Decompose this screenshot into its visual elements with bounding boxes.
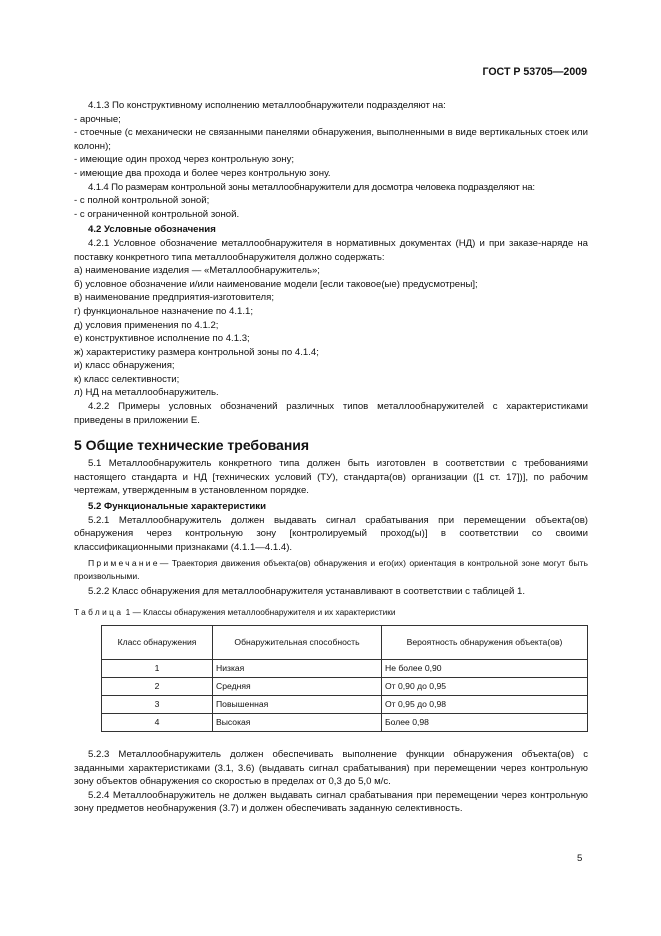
table-caption-text: 1 — Классы обнаружения металлообнаружителя и их характеристики — [125, 607, 396, 618]
table-cell: 2 — [102, 678, 213, 696]
list-item: - стоечные (с механически не связанными панелями обнаружения, выполненными в виде вертикальных стоек или колонн); — [74, 127, 588, 152]
table-cell: 1 — [102, 660, 213, 678]
paragraph-5-2-2: 5.2.2 Класс обнаружения для металлообнаружителя устанавливают в соответствии с таблицей 1. — [88, 585, 525, 597]
list-item: е) конструктивное исполнение по 4.1.3; — [74, 333, 250, 345]
list-item: - с полной контрольной зоной; — [74, 195, 210, 207]
table-cell: Средняя — [213, 678, 382, 696]
table-caption — [74, 606, 588, 620]
document-body — [74, 99, 588, 816]
table-cell: Повышенная — [213, 696, 382, 714]
section-5-title: 5 Общие технические требования — [74, 437, 310, 454]
page-number: 5 — [577, 853, 583, 864]
table-cell: Более 0,98 — [382, 714, 588, 732]
column-header: Обнаружительная способность — [213, 626, 382, 660]
heading-4-2: 4.2 Условные обозначения — [88, 224, 216, 236]
list-item: б) условное обозначение и/или наименование модели [если таковое(ые) предусмотрены]; — [74, 278, 478, 290]
list-item: - имеющие два прохода и более через контрольную зону. — [74, 167, 331, 179]
list-item: - имеющие один проход через контрольную зону; — [74, 154, 295, 166]
paragraph-4-2-1: 4.2.1 Условное обозначение металлообнаружителя в нормативных документах (НД) и при заказе-наряде на поставку конкретного типа металлообнаружителя должно содержать: — [74, 237, 588, 263]
list-item: д) условия применения по 4.1.2; — [74, 319, 219, 331]
list-item: и) класс обнаружения; — [74, 360, 175, 372]
list-item: а) наименование изделия — «Металлообнаружитель»; — [74, 265, 320, 277]
note — [74, 557, 588, 581]
table-header-row — [102, 626, 588, 660]
table-row — [102, 660, 588, 678]
table-caption-label: Таблица — [74, 607, 124, 618]
list-item: - арочные; — [74, 113, 121, 125]
list-item: ж) характеристику размера контрольной зоны по 4.1.4; — [74, 346, 319, 358]
paragraph-4-2-2: 4.2.2 Примеры условных обозначений различных типов металлообнаружителей с характеристиками приведены в приложении Е. — [74, 401, 588, 426]
paragraph-5-2-3: 5.2.3 Металлообнаружитель должен обеспечивать выполнение функции обнаружения объекта(ов) с заданными характеристиками (3.1, 3.6) (выдавать сигнал срабатывания) при перемещении через контрольную зону объектов обнаружения со скоростью в пределах от 0,3 до 5,0 м/с. — [74, 749, 588, 788]
list-item: в) наименование предприятия-изготовителя; — [74, 292, 274, 304]
paragraph-4-1-4: 4.1.4 По размерам контрольной зоны металлообнаружители для досмотра человека подразделяют на: — [88, 181, 535, 193]
table-cell: Низкая — [213, 660, 382, 678]
note-text: — Траектория движения объекта(ов) обнаружения и его(их) ориентация в контрольной зоне могут быть произвольными. — [74, 558, 588, 581]
paragraph-5-1: 5.1 Металлообнаружитель конкретного типа должен быть изготовлен в соответствии с требованиями настоящего стандарта и НД [технических условий (ТУ), стандарта(ов) организации ([1 ст. 17])], по рабочим чертежам, утвержденным в установленном порядке. — [74, 458, 588, 497]
list-item: к) класс селективности; — [74, 373, 180, 385]
column-header: Вероятность обнаружения объекта(ов) — [382, 626, 588, 660]
list-item: г) функциональное назначение по 4.1.1; — [74, 305, 254, 317]
table-cell: Высокая — [213, 714, 382, 732]
detection-class-table — [101, 625, 588, 732]
note-label: Примечание — [88, 558, 160, 569]
paragraph-5-2-1: 5.2.1 Металлообнаружитель должен выдавать сигнал срабатывания при перемещении объекта(ов) обнаружения через контрольную зону [контролируемый проход(ы)] в соответствии со своими классификационными признаками (4.1.1—4.1.4). — [74, 514, 588, 553]
list-item: - с ограниченной контрольной зоной. — [74, 208, 240, 220]
table-row — [102, 678, 588, 696]
list-4-2-1 — [74, 264, 588, 400]
heading-5-2: 5.2 Функциональные характеристики — [88, 501, 266, 513]
column-header: Класс обнаружения — [102, 626, 213, 660]
table-cell: От 0,95 до 0,98 — [382, 696, 588, 714]
table-row — [102, 714, 588, 732]
table-row — [102, 696, 588, 714]
paragraph-5-2-4: 5.2.4 Металлообнаружитель не должен выдавать сигнал срабатывания при перемещении через контрольную зону предметов необнаружения (3.7) и должен обеспечивать заданную селективность. — [74, 789, 588, 815]
table-cell: Не более 0,90 — [382, 660, 588, 678]
table-cell: От 0,90 до 0,95 — [382, 678, 588, 696]
document-header: ГОСТ Р 53705—2009 — [482, 66, 587, 78]
paragraph-4-1-3: 4.1.3 По конструктивному исполнению металлообнаружители подразделяют на: — [88, 100, 446, 111]
table-cell: 3 — [102, 696, 213, 714]
table-cell: 4 — [102, 714, 213, 732]
list-item: л) НД на металлообнаружитель. — [74, 387, 219, 399]
